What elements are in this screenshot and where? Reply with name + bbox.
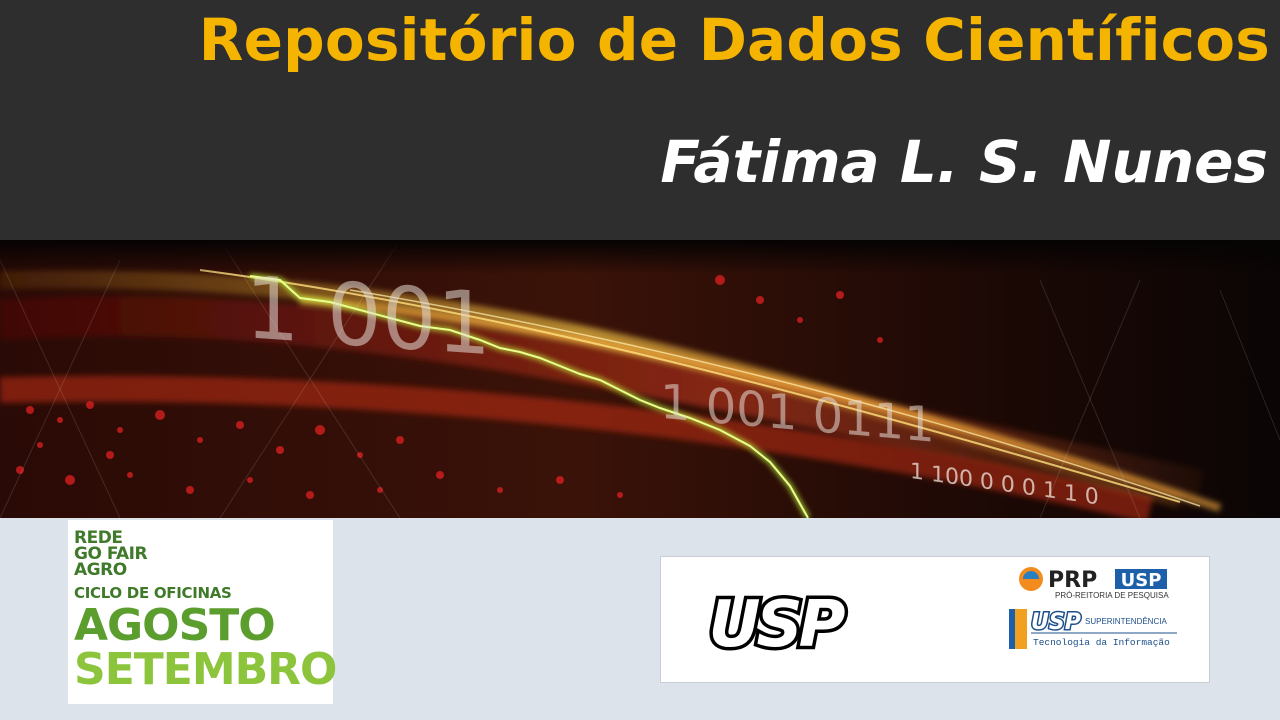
- gofair-agosto: AGOSTO: [74, 600, 275, 651]
- sti-tecnologia: Tecnologia da Informação: [1033, 637, 1170, 648]
- gofair-setembro: SETEMBRO: [74, 644, 337, 695]
- binary-text-medium: 1 001 0111: [660, 373, 935, 454]
- gofair-agro-logo: [68, 520, 337, 704]
- prp-subtitle: PRÓ-REITORIA DE PESQUISA: [1055, 591, 1169, 600]
- prp-usp-logo: [1015, 565, 1175, 601]
- prp-usp: USP: [1120, 570, 1162, 591]
- data-stream-illustration: [0, 240, 1280, 518]
- gofair-gofair: GO FAIR: [74, 544, 148, 564]
- banner-image: [0, 240, 1280, 518]
- binary-text-large: 1 001: [245, 258, 492, 376]
- slide-title: Repositório de Dados Científicos: [198, 6, 1270, 74]
- sti-superintendencia: SUPERINTENDÊNCIA: [1085, 617, 1167, 626]
- gofair-rede: REDE: [74, 528, 123, 548]
- usp-logo-text: USP: [708, 590, 842, 652]
- partner-logos-panel: [660, 556, 1210, 683]
- prp-name: PRP: [1048, 568, 1098, 593]
- sti-usp: USP: [1031, 610, 1081, 635]
- gofair-agro: AGRO: [74, 560, 127, 580]
- usp-logo: [695, 590, 855, 652]
- title-header: [0, 0, 1280, 240]
- binary-text-small: 1 100 0 0 0 1 1 0: [910, 457, 1099, 511]
- gofair-ciclo: CICLO DE OFICINAS: [74, 584, 232, 602]
- author-name: Fátima L. S. Nunes: [660, 128, 1268, 196]
- footer: [0, 518, 1280, 720]
- sti-usp-logo: [1009, 607, 1179, 655]
